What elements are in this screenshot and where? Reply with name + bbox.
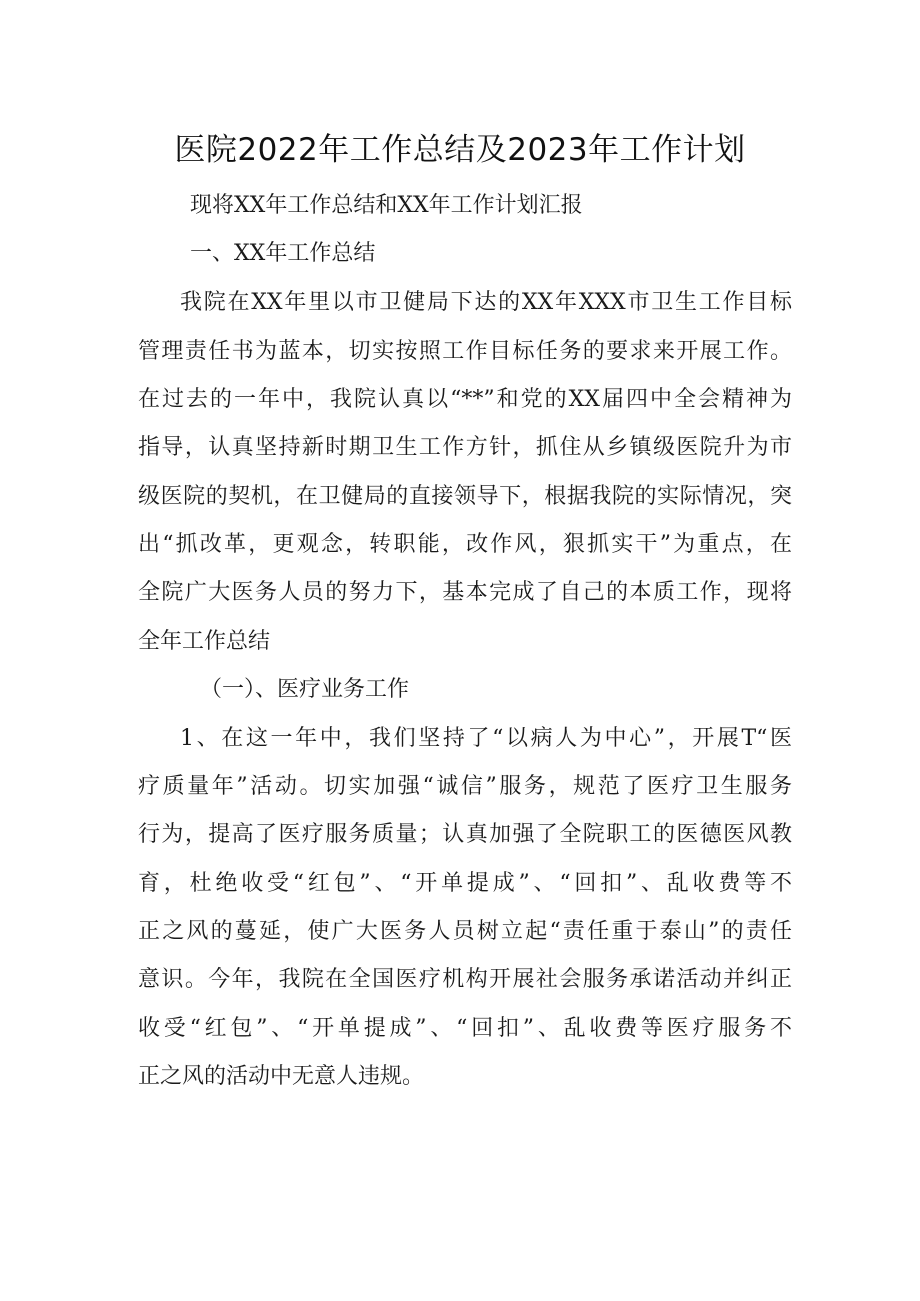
paragraph-line: 行为，提高了医疗服务质量；认真加强了全院职工的医德医风教 [138,822,792,847]
paragraph-line: 1、在这一年中，我们坚持了“以病人为中心”，开展T“医 [180,726,792,751]
paragraph-line: 全院广大医务人员的努力下，基本完成了自己的本质工作，现将 [138,580,792,605]
section-heading: 一、XX年工作总结 [190,241,376,266]
paragraph-line: 正之风的蔓延，使广大医务人员树立起“责任重于泰山”的责任 [138,919,792,944]
paragraph-line: 正之风的活动中无意人违规。 [138,1064,425,1089]
subsection-heading: （一）、医疗业务工作 [200,677,410,702]
paragraph-line: 疗质量年”活动。切实加强“诚信”服务，规范了医疗卫生服务 [138,774,792,799]
paragraph-line: 出“抓改革，更观念，转职能，改作风，狠抓实干”为重点，在 [138,532,792,557]
paragraph-line: 指导，认真坚持新时期卫生工作方针，抓住从乡镇级医院升为市 [138,435,792,460]
paragraph-line: 管理责任书为蓝本，切实按照工作目标任务的要求来开展工作。 [138,339,792,364]
paragraph-line: 在过去的一年中，我院认真以“**”和党的XX届四中全会精神为 [138,387,792,412]
intro-line: 现将XX年工作总结和XX年工作计划汇报 [190,193,583,218]
paragraph-line: 意识。今年，我院在全国医疗机构开展社会服务承诺活动并纠正 [138,967,792,992]
document-title: 医院2022年工作总结及2023年工作计划 [174,132,746,168]
paragraph-line: 收受“红包”、“开单提成”、“回扣”、乱收费等医疗服务不 [138,1016,792,1041]
paragraph-line: 级医院的契机，在卫健局的直接领导下，根据我院的实际情况，突 [138,484,792,509]
paragraph-line: 育，杜绝收受“红包”、“开单提成”、“回扣”、乱收费等不 [138,871,792,896]
paragraph-line: 全年工作总结 [138,629,271,654]
paragraph-line: 我院在XX年里以市卫健局下达的XX年XXX市卫生工作目标 [180,290,792,315]
